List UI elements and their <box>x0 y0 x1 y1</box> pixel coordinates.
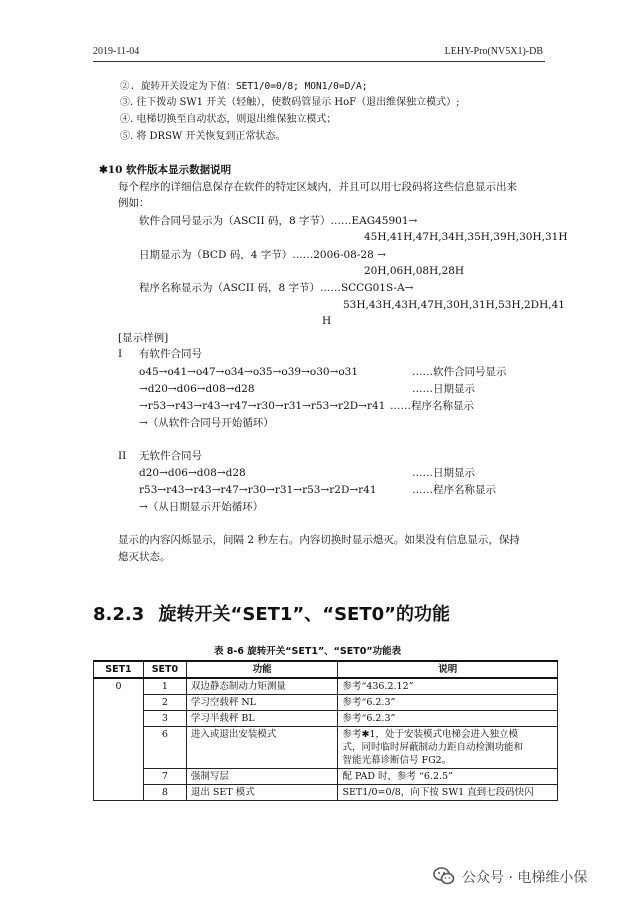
table-caption: 表 8-6 旋转开关“SET1”、“SET0”功能表 <box>214 646 402 657</box>
function-cell: 学习半载秤 BL <box>186 711 338 727</box>
description-line: 式，同时临时屏蔽制动力距自动检测功能和 <box>342 742 523 753</box>
function-cell: 强制写层 <box>186 769 338 785</box>
header-function: 功能 <box>186 661 338 678</box>
sample-title: [显示样例] <box>118 332 169 344</box>
section-10-intro-1: 每个程序的详细信息保存在软件的特定区域内，并且可以用七段码将这些信息显示出来 <box>118 181 517 193</box>
set0-value: 1 <box>143 678 186 695</box>
closing-line-1: 显示的内容闪烁显示，间隔 2 秒左右。内容切换时显示熄灭。如果没有信息显示，保持 <box>118 534 520 546</box>
header-set0: SET0 <box>143 661 186 678</box>
header-description: 说明 <box>338 661 558 678</box>
case-1-note-date: ……日期显示 <box>412 383 475 395</box>
header-set1: SET1 <box>94 661 144 678</box>
function-cell: 退出 SET 模式 <box>186 785 338 801</box>
case-2-seq-program: r53→r43→r43→r47→r30→r31→r53→r2D→r41 <box>139 484 377 496</box>
description-cell: SET1/0=0/8，向下按 SW1 直到七段码快闪 <box>338 785 558 801</box>
case-1-seq-date: →d20→d06→d08→d28 <box>139 383 255 395</box>
set0-value: 8 <box>143 785 186 801</box>
table-row <box>94 711 558 727</box>
example-program-label: 程序名称显示为（ASCII 码，8 字节）……SCCG01S-A→ <box>139 282 414 294</box>
header-date: 2019-11-04 <box>93 46 140 57</box>
example-date-value: 20H,06H,08H,28H <box>364 265 465 277</box>
section-heading <box>93 600 450 626</box>
case-1-seq-program: →r53→r43→r43→r47→r30→r31→r53→r2D→r41 <box>139 400 386 412</box>
header-doc-id: LEHY-Pro(NV5X1)-DB <box>444 46 543 57</box>
description-cell <box>338 727 558 769</box>
case-2-note-program: ……程序名称显示 <box>412 484 496 496</box>
case-2-number: II <box>118 450 127 462</box>
table-row <box>94 785 558 801</box>
set-function-table <box>93 660 558 801</box>
closing-line-2: 熄灭状态。 <box>118 551 171 563</box>
table-row <box>94 678 558 695</box>
example-program-value: 53H,43H,43H,47H,30H,31H,53H,2DH,41 <box>343 299 565 311</box>
step-5: ⑤. 将 DRSW 开关恢复到正常状态。 <box>120 131 286 142</box>
case-2-note-date: ……日期显示 <box>412 467 475 479</box>
set1-value: 0 <box>94 678 144 801</box>
description-cell: 参考“436.2.12” <box>338 678 558 695</box>
watermark-text: 公众号 · 电梯维小保 <box>462 870 588 886</box>
section-10-intro-2: 例如： <box>118 197 150 209</box>
case-2-loop: →（从日期显示开始循环） <box>139 501 264 513</box>
step-2: ②. 旋转开关设定为下值：SET1/0=0/8; MON1/0=D/A; <box>120 81 368 92</box>
description-cell: 配 PAD 时，参考 “6.2.5” <box>338 769 558 785</box>
function-cell: 双边静态制动力矩测量 <box>186 678 338 695</box>
table-row <box>94 727 558 769</box>
set0-value: 2 <box>143 695 186 711</box>
case-2-seq-date: d20→d06→d08→d28 <box>139 467 246 479</box>
case-2-title: 无软件合同号 <box>139 450 202 462</box>
function-cell: 学习空载秤 NL <box>186 695 338 711</box>
example-date-label: 日期显示为（BCD 码，4 字节）……2006-08-28 → <box>139 249 386 261</box>
example-program-value-tail: H <box>322 315 332 327</box>
example-contract-label: 软件合同号显示为（ASCII 码，8 字节）……EAG45901→ <box>139 215 418 227</box>
case-1-seq-contract: o45→o41→o47→o34→o35→o39→o30→o31 <box>139 366 359 378</box>
header-rule <box>93 61 545 62</box>
case-1-loop: →（从软件合同号开始循环） <box>139 417 274 429</box>
example-contract-value: 45H,41H,47H,34H,35H,39H,30H,31H <box>364 231 568 243</box>
function-cell: 进入或退出安装模式 <box>186 727 338 769</box>
case-1-title: 有软件合同号 <box>139 348 202 360</box>
section-number: 8.2.3 <box>93 604 145 625</box>
table-row <box>94 695 558 711</box>
set0-value: 6 <box>143 727 186 769</box>
description-cell: 参考“6.2.3” <box>338 711 558 727</box>
wechat-icon <box>432 864 456 888</box>
description-cell: 参考“6.2.3” <box>338 695 558 711</box>
step-4: ④. 电梯切换至自动状态，则退出维保独立模式； <box>120 114 337 125</box>
description-line: 智能光幕诊断信号 FG2。 <box>342 755 452 766</box>
table-header-row <box>94 661 558 678</box>
set0-value: 7 <box>143 769 186 785</box>
section-10-title: ✱10 软件版本显示数据说明 <box>99 164 232 176</box>
case-1-note-program: ……程序名称显示 <box>390 400 474 412</box>
case-1-number: I <box>118 348 123 360</box>
set0-value: 3 <box>143 711 186 727</box>
section-title: 旋转开关“SET1”、“SET0”的功能 <box>158 604 450 625</box>
case-1-note-contract: ……软件合同号显示 <box>412 366 507 378</box>
table-row <box>94 769 558 785</box>
description-line: 参考✱1，处于安装模式电梯会进入独立模 <box>342 729 518 740</box>
step-3: ③. 往下拨动 SW1 开关（轻触），使数码管显示 HoF（退出维保独立模式）; <box>120 97 460 108</box>
